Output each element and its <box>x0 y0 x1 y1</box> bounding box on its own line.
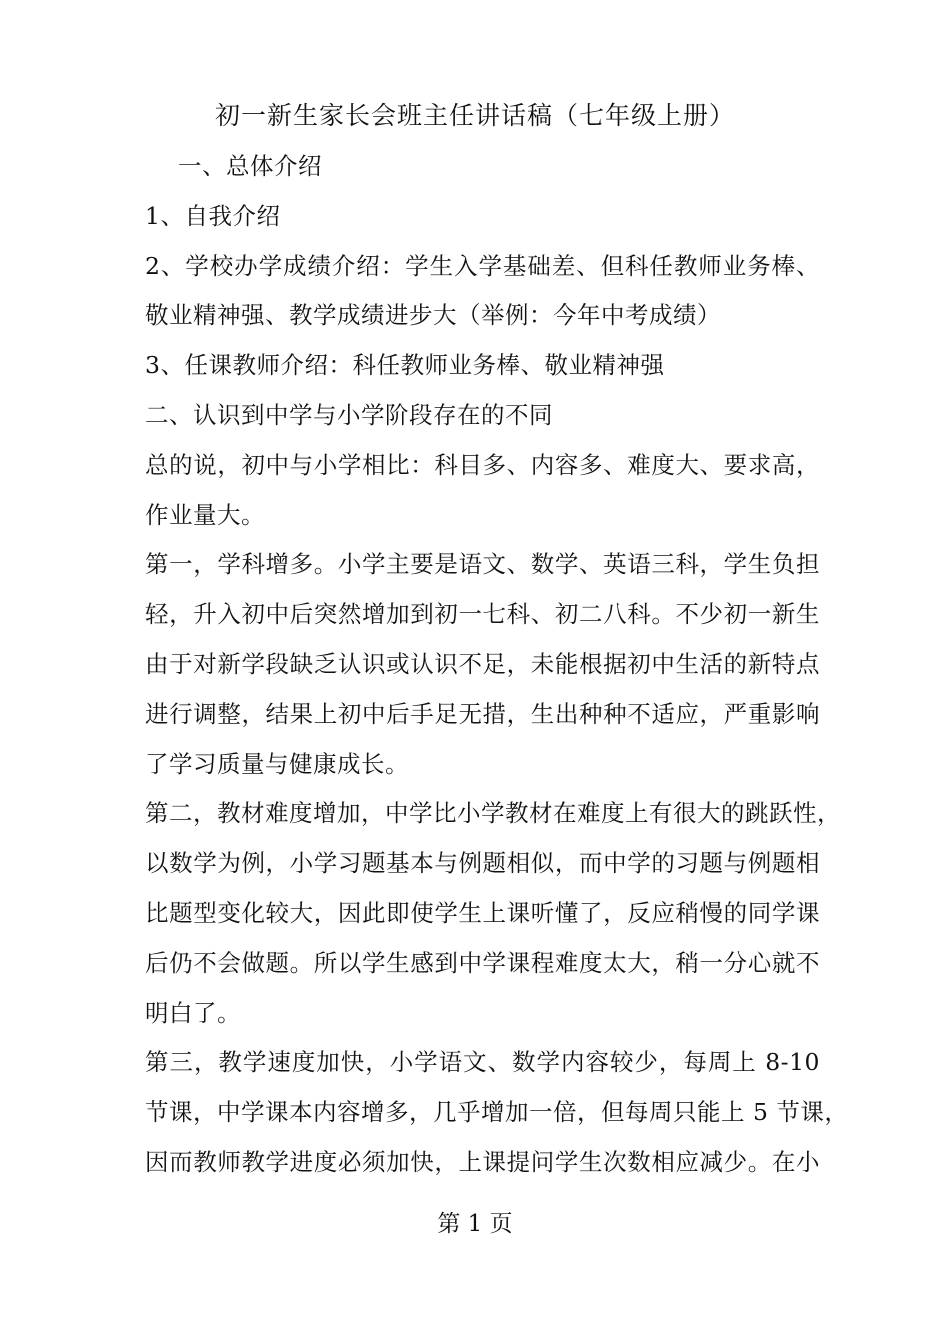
paragraph-line: 总的说，初中与小学相比：科目多、内容多、难度大、要求高， <box>145 450 820 479</box>
paragraph-line: 由于对新学段缺乏认识或认识不足，未能根据初中生活的新特点 <box>145 649 820 678</box>
document-title: 初一新生家长会班主任讲话稿（七年级上册） <box>214 101 735 130</box>
paragraph-line: 进行调整，结果上初中后手足无措，生出种种不适应，严重影响 <box>145 699 820 728</box>
paragraph-line: 第二，教材难度增加，中学比小学教材在难度上有很大的跳跃性， <box>145 799 841 828</box>
paragraph-line: 轻，升入初中后突然增加到初一七科、初二八科。不少初一新生 <box>145 600 820 629</box>
page-number: 第 1 页 <box>437 1211 513 1237</box>
paragraph-line: 1、自我介绍 <box>145 201 281 230</box>
document-body <box>145 146 849 1192</box>
paragraph-line: 以数学为例，小学习题基本与例题相似，而中学的习题与例题相 <box>145 849 820 878</box>
paragraph-line: 后仍不会做题。所以学生感到中学课程难度太大，稍一分心就不 <box>145 948 820 977</box>
paragraph-line: 节课，中学课本内容增多，几乎增加一倍，但每周只能上 5 节课， <box>145 1098 849 1127</box>
paragraph-line: 敬业精神强、教学成绩进步大（举例：今年中考成绩） <box>145 301 721 330</box>
paragraph-line: 比题型变化较大，因此即使学生上课听懂了，反应稍慢的同学课 <box>145 898 820 927</box>
paragraph-line: 2、学校办学成绩介绍：学生入学基础差、但科任教师业务棒、 <box>145 251 820 280</box>
paragraph-line: 第三，教学速度加快，小学语文、数学内容较少，每周上 8-10 <box>145 1048 820 1077</box>
paragraph-line: 作业量大。 <box>145 500 265 529</box>
section-heading-differences: 二、认识到中学与小学阶段存在的不同 <box>145 400 553 429</box>
paragraph-line: 了学习质量与健康成长。 <box>145 749 409 778</box>
section-heading-overview: 一、总体介绍 <box>178 152 322 180</box>
paragraph-line: 第一，学科增多。小学主要是语文、数学、英语三科，学生负担 <box>145 550 820 579</box>
paragraph-line: 3、任课教师介绍：科任教师业务棒、敬业精神强 <box>145 351 665 380</box>
paragraph-line: 因而教师教学进度必须加快，上课提问学生次数相应减少。在小 <box>145 1147 820 1176</box>
paragraph-line: 明白了。 <box>145 998 241 1027</box>
